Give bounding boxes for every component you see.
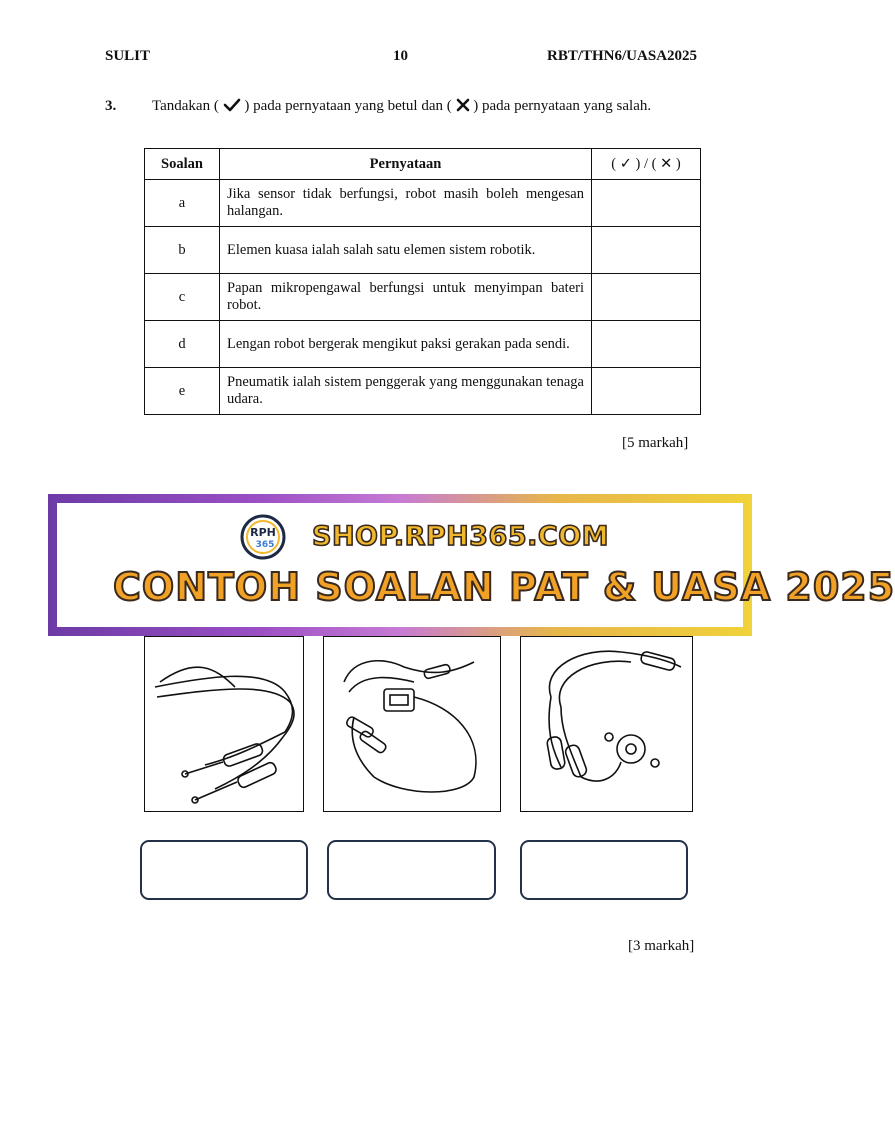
answer-cell[interactable]: [592, 321, 701, 368]
row-label: b: [145, 227, 220, 274]
row-label: d: [145, 321, 220, 368]
answer-cell[interactable]: [592, 227, 701, 274]
answer-box[interactable]: [520, 840, 688, 900]
instruction-part-1: Tandakan (: [152, 98, 219, 114]
instruction-part-3: ) pada pernyataan yang salah.: [473, 98, 652, 114]
answer-box[interactable]: [327, 840, 496, 900]
svg-text:365: 365: [255, 540, 275, 550]
picture-clip-switch: [323, 636, 501, 812]
wire-probe-cable-icon: [145, 637, 303, 811]
row-statement: Papan mikropengawal berfungsi untuk menyimpan bateri robot.: [220, 274, 592, 321]
row-statement: Jika sensor tidak berfungsi, robot masih boleh mengesan halangan.: [220, 180, 592, 227]
question-number: 3.: [105, 98, 117, 114]
table-row: [145, 321, 701, 368]
answer-cell[interactable]: [592, 274, 701, 321]
row-statement: Elemen kuasa ialah salah satu elemen sistem robotik.: [220, 227, 592, 274]
col-header-pernyataan: Pernyataan: [220, 149, 592, 180]
alligator-clip-buzzer-icon: [521, 637, 692, 811]
tick-icon: [223, 98, 241, 112]
answer-cell[interactable]: [592, 368, 701, 415]
table-header-row: [145, 149, 701, 180]
picture-probe-cables: [144, 636, 304, 812]
table-row: [145, 227, 701, 274]
row-label: a: [145, 180, 220, 227]
banner-title: CONTOH SOALAN PAT & UASA 2025: [113, 565, 895, 609]
table-row: [145, 274, 701, 321]
header-left: SULIT: [105, 48, 151, 64]
row-label: c: [145, 274, 220, 321]
row-statement: Lengan robot bergerak mengikut paksi gerakan pada sendi.: [220, 321, 592, 368]
table-row: [145, 180, 701, 227]
shop-url[interactable]: SHOP.RPH365.COM: [312, 521, 610, 552]
question-instruction: [152, 98, 651, 115]
col-header-soalan: Soalan: [145, 149, 220, 180]
promo-banner: [48, 494, 895, 636]
cross-icon: [456, 98, 470, 112]
row-label: e: [145, 368, 220, 415]
paper-code: RBT/THN6/UASA2025: [547, 48, 698, 64]
picture-clip-buzzer: [520, 636, 693, 812]
marks-q3: [5 markah]: [622, 435, 689, 451]
row-statement: Pneumatik ialah sistem penggerak yang menggunakan tenaga udara.: [220, 368, 592, 415]
svg-text:RPH: RPH: [250, 526, 276, 539]
instruction-part-2: ) pada pernyataan yang betul dan (: [244, 98, 452, 114]
col-header-tick-cross: ( ✓ ) / ( ✕ ): [592, 149, 701, 180]
answer-box[interactable]: [140, 840, 308, 900]
alligator-clip-switch-icon: [324, 637, 500, 811]
answer-cell[interactable]: [592, 180, 701, 227]
page-number: 10: [393, 48, 408, 64]
statement-table: [144, 148, 701, 415]
rph365-logo: [239, 513, 287, 561]
marks-q4: [3 markah]: [628, 938, 695, 954]
table-row: [145, 368, 701, 415]
